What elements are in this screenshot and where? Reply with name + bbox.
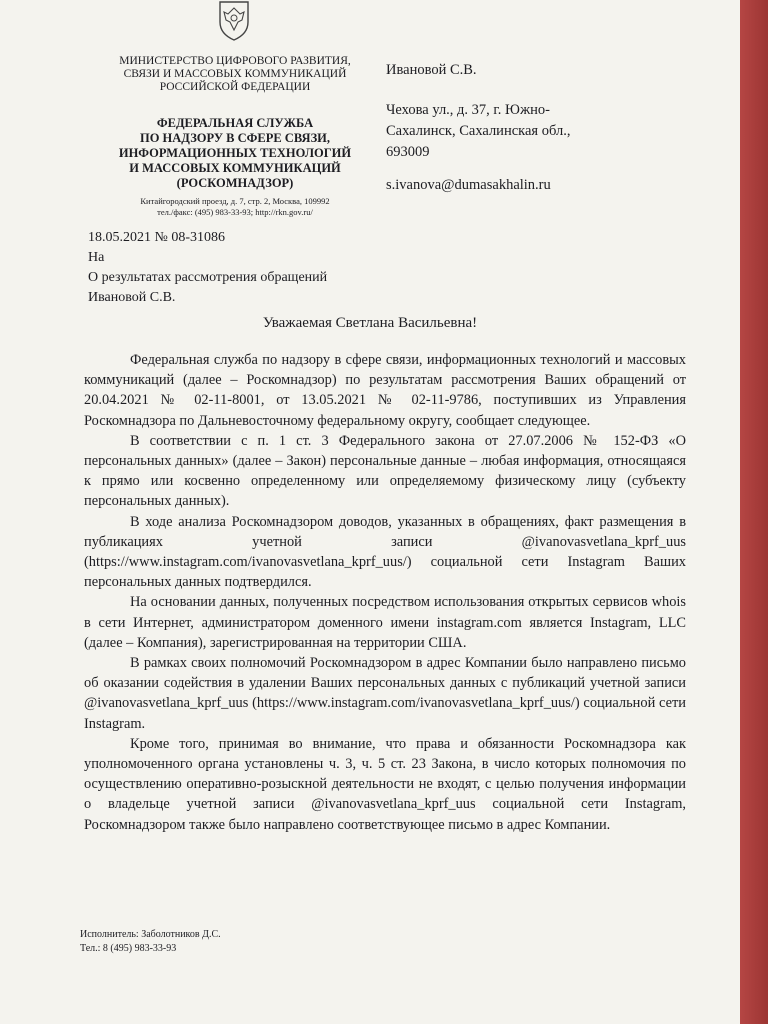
recipient-email: s.ivanova@dumasakhalin.ru	[386, 177, 551, 193]
executor-info	[80, 928, 221, 956]
recipient-address: Чехова ул., д. 37, г. Южно- Сахалинск, Сахалинская обл., 693009	[386, 102, 571, 160]
subject-line-2: Ивановой С.В.	[88, 290, 176, 305]
executor-name: Исполнитель: Заболотников Д.С.	[80, 929, 221, 940]
ministry-name: МИНИСТЕРСТВО ЦИФРОВОГО РАЗВИТИЯ, СВЯЗИ И МАССОВЫХ КОММУНИКАЦИЙ РОССИЙСКОЙ ФЕДЕРАЦИИ	[119, 55, 351, 93]
paragraph-4: На основании данных, полученных посредством использования открытых сервисов whois в сети Интернет, администратором доменного имени instagram.com является Instagram, LLC (далее – Компания), зарегистрированная на территории США.	[84, 594, 686, 651]
letter-body	[84, 350, 686, 835]
paragraph-2: В соответствии с п. 1 ст. 3 Федерального закона от 27.07.2006 № 152-ФЗ «О персональных данных» (далее – Закон) персональные данные – любая информация, относящаяся к прямо или косвенно определенному или определяемому физическому лицу (субъекту персональных данных).	[84, 432, 686, 510]
background-surface	[740, 0, 768, 1024]
coat-of-arms-icon	[210, 0, 258, 42]
letter-meta	[88, 228, 327, 308]
subject-line-1: О результатах рассмотрения обращений	[88, 270, 328, 285]
paragraph-5: В рамках своих полномочий Роскомнадзором в адрес Компании было направлено письмо об оказании содействия в удалении Ваших персональных данных с публикаций учетной записи @ivanovasvetlana_kprf_uus (https://www.instagram.com/ivanovasvetlana_kprf_uus/) социальной сети Instagram.	[84, 655, 686, 732]
paragraph-6: Кроме того, принимая во внимание, что права и обязанности Роскомнадзора как уполномоченного органа установлены ч. 3, ч. 5 ст. 23 Закона, в число которых полномочия по осуществлению оперативно-розыскной деятельности не входят, с целью получения информации о владельце учетной записи @ivanovasvetlana_kprf_uus социальной сети Instagram, Роскомнадзором также было направлено соответствующее письмо в адрес Компании.	[84, 735, 686, 833]
instagram-link[interactable]: https://www.instagram.com/ivanovasvetlana_kprf_uus/	[256, 695, 575, 712]
agency-name: ФЕДЕРАЛЬНАЯ СЛУЖБА ПО НАДЗОРУ В СФЕРЕ СВЯЗИ, ИНФОРМАЦИОННЫХ ТЕХНОЛОГИЙ И МАССОВЫХ КОММУНИКАЦИЙ (РОСКОМНАДЗОР)	[118, 116, 352, 190]
date-number: 18.05.2021 № 08-31086	[88, 230, 226, 245]
salutation: Уважаемая Светлана Васильевна!	[262, 315, 478, 331]
instagram-link[interactable]: https://www.instagram.com/ivanovasvetlana_kprf_uus/	[88, 554, 407, 571]
reference-on: На	[88, 250, 105, 265]
paragraph-3: В ходе анализа Роскомнадзором доводов, указанных в обращениях, факт размещения в публикациях учетной записи @ivanovasvetlana_kprf_uus (https://www.instagram.com/ivanovasvetlana_kprf_uus/) социальной сети Instagram Ваших персональных данных подтвердился.	[84, 513, 686, 591]
website-link[interactable]: http://rkn.gov.ru/	[255, 207, 313, 217]
agency-address: Китайгородский проезд, д. 7, стр. 2, Москва, 109992 тел./факс: (495) 983-33-93; http://rkn.gov.ru/	[140, 196, 330, 217]
recipient-name: Ивановой С.В.	[386, 62, 477, 78]
paragraph-1: Федеральная служба по надзору в сфере связи, информационных технологий и массовых коммуникаций (далее – Роскомнадзор) по результатам рассмотрения Ваших обращений от 20.04.2021 № 02-11-8001, от 13.05.2021 № 02-11-9786, поступивших из Управления Роскомнадзора по Дальневосточному федеральному округу, сообщает следующее.	[84, 352, 686, 429]
executor-phone: Тел.: 8 (495) 983-33-93	[80, 943, 177, 954]
